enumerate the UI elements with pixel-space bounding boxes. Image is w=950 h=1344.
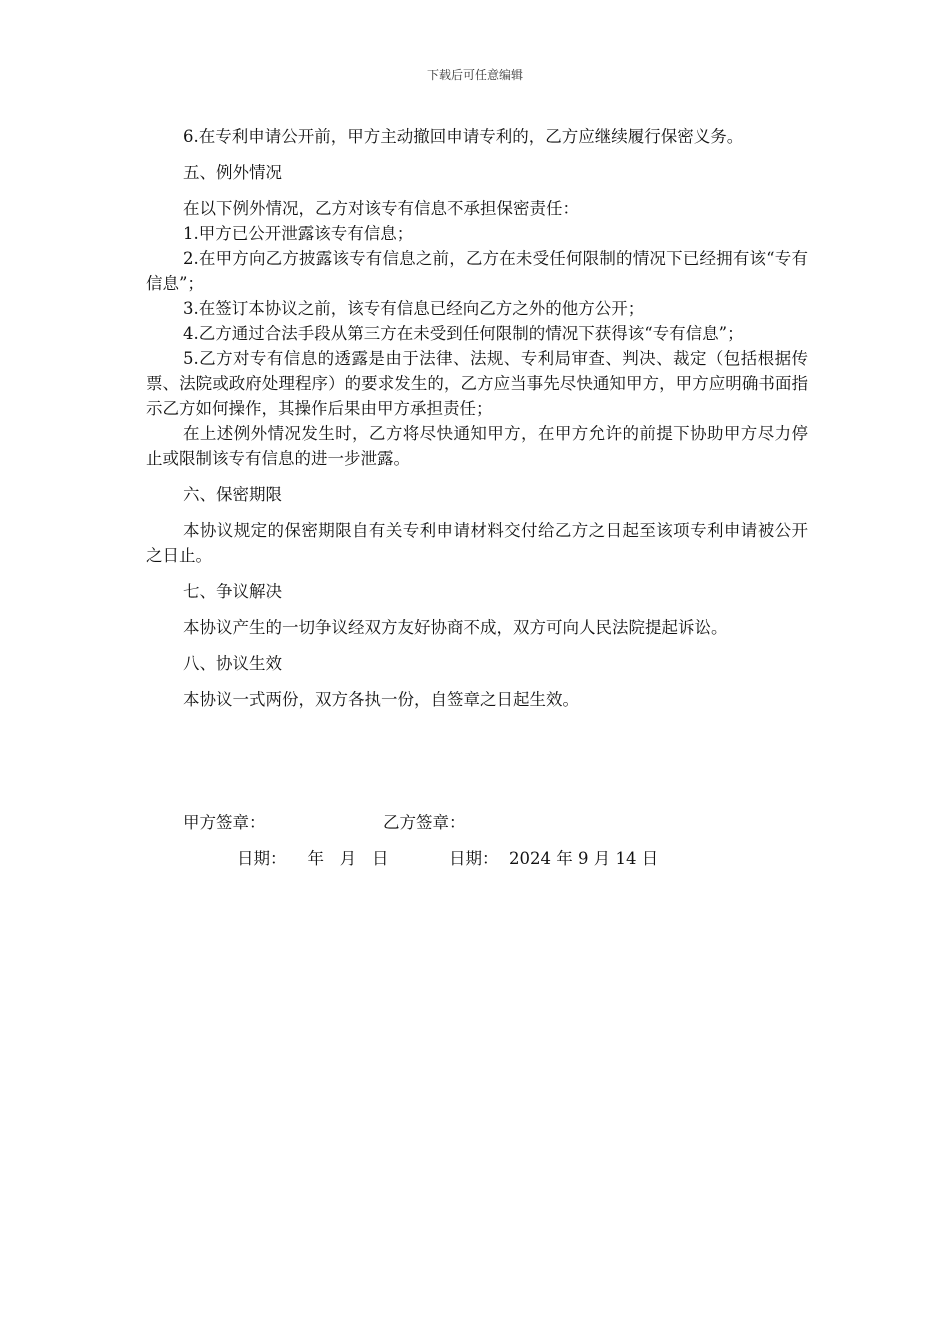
section-7-text: 本协议产生的一切争议经双方友好协商不成，双方可向人民法院提起诉讼。 xyxy=(183,618,728,637)
party-a-signature-label: 甲方签章： xyxy=(183,813,266,832)
document-body xyxy=(146,124,808,712)
section-6-title: 六、保密期限 xyxy=(183,485,282,504)
header-note: 下载后可任意编辑 xyxy=(426,68,523,82)
exception-after: 在上述例外情况发生时，乙方将尽快通知甲方，在甲方允许的前提下协助甲方尽力停止或限制该专有信息的进一步泄露。 xyxy=(146,424,808,468)
section-7-title: 七、争议解决 xyxy=(183,582,282,601)
exception-item-2: 2.在甲方向乙方披露该专有信息之前，乙方在未受任何限制的情况下已经拥有该“专有信息”； xyxy=(146,249,808,293)
section-5-intro: 在以下例外情况，乙方对该专有信息不承担保密责任： xyxy=(183,199,579,218)
exception-item-3: 3.在签订本协议之前，该专有信息已经向乙方之外的他方公开； xyxy=(183,299,645,318)
section-6-text: 本协议规定的保密期限自有关专利申请材料交付给乙方之日起至该项专利申请被公开之日止。 xyxy=(146,521,808,565)
exception-item-5: 5.乙方对专有信息的透露是由于法律、法规、专利局审查、判决、裁定（包括根据传票、法院或政府处理程序）的要求发生的，乙方应当事先尽快通知甲方，甲方应明确书面指示乙方如何操作，其操作后果由甲方承担责任； xyxy=(146,349,808,418)
party-b-signature-label: 乙方签章： xyxy=(383,813,466,832)
party-a-date: 日期： 年 月 日 xyxy=(237,849,389,868)
exception-item-1: 1.甲方已公开泄露该专有信息； xyxy=(183,224,414,243)
section-8-text: 本协议一式两份，双方各执一份，自签章之日起生效。 xyxy=(183,690,579,709)
clause-6: 6.在专利申请公开前，甲方主动撤回申请专利的，乙方应继续履行保密义务。 xyxy=(183,127,744,146)
exception-item-4: 4.乙方通过合法手段从第三方在未受到任何限制的情况下获得该“专有信息”； xyxy=(183,324,744,343)
section-8-title: 八、协议生效 xyxy=(183,654,282,673)
party-b-date: 日期： 2024 年 9 月 14 日 xyxy=(449,849,659,868)
section-5-title: 五、例外情况 xyxy=(183,163,282,182)
